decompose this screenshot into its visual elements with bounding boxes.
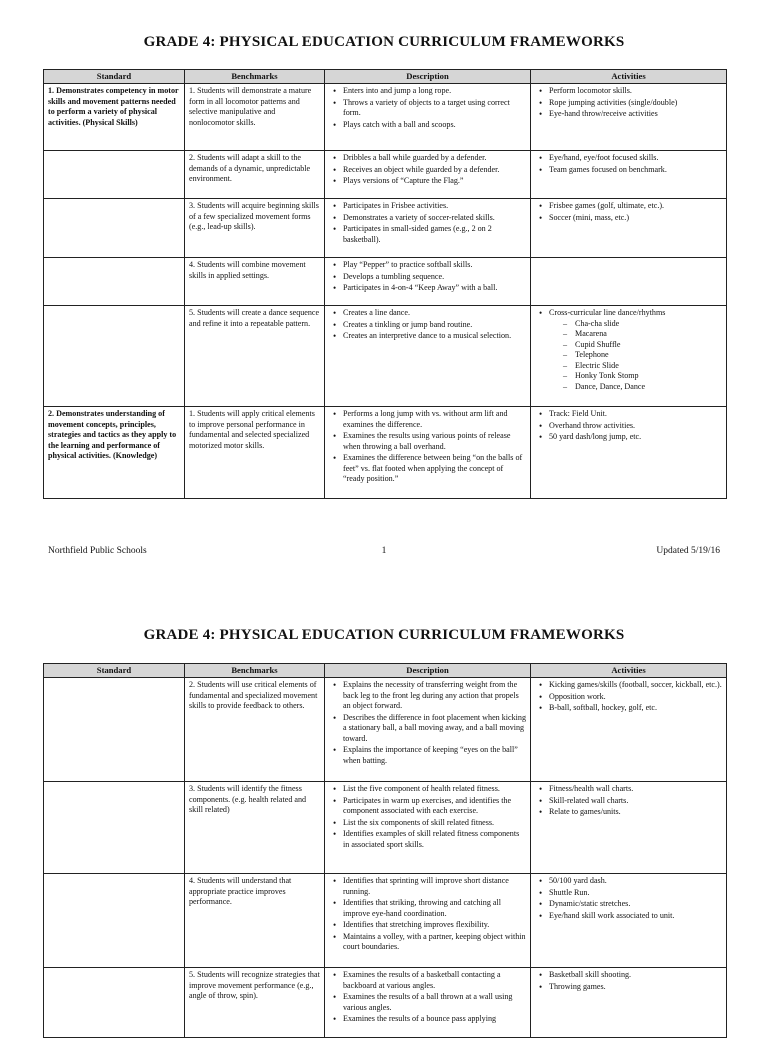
- list-item: • Skill-related wall charts.: [549, 796, 722, 807]
- header-activities: Activities: [531, 664, 727, 678]
- description-cell: [325, 874, 531, 968]
- dance-list-item: – Cupid Shuffle: [575, 340, 722, 351]
- list-item: • Basketball skill shooting.: [549, 970, 722, 981]
- table-row: [44, 151, 727, 199]
- table-row: [44, 968, 727, 1038]
- list-item: • Shuttle Run.: [549, 888, 722, 899]
- description-cell: [325, 306, 531, 407]
- list-item: • Fitness/health wall charts.: [549, 784, 722, 795]
- description-cell: [325, 84, 531, 151]
- description-cell: [325, 678, 531, 782]
- activities-cell: [531, 151, 727, 199]
- standard-cell: [44, 782, 185, 874]
- list-item: • Dribbles a ball while guarded by a defender.: [343, 153, 526, 164]
- standard-cell: [44, 151, 185, 199]
- table-header-row: [44, 664, 727, 678]
- table-row: [44, 258, 727, 306]
- list-item: • 50 yard dash/long jump, etc.: [549, 432, 722, 443]
- standard-cell: [44, 199, 185, 258]
- list-item: • Examines the results of a ball thrown at a wall using various angles.: [343, 992, 526, 1013]
- list-item: • Explains the importance of keeping “eyes on the ball” when batting.: [343, 745, 526, 766]
- standard-cell: [44, 258, 185, 306]
- activities-cell: [531, 199, 727, 258]
- activities-cell: [531, 84, 727, 151]
- list-item: • 50/100 yard dash.: [549, 876, 722, 887]
- list-item: • Creates an interpretive dance to a musical selection.: [343, 331, 526, 342]
- list-item: • Track: Field Unit.: [549, 409, 722, 420]
- standard-cell: 1. Demonstrates competency in motor skills and movement patterns needed to perform a variety of physical activities. (Physical Skills): [44, 84, 185, 151]
- list-item: • Rope jumping activities (single/double): [549, 98, 722, 109]
- description-cell: [325, 968, 531, 1038]
- list-item: • Throws a variety of objects to a target using correct form.: [343, 98, 526, 119]
- list-item: • Identifies that sprinting will improve short distance running.: [343, 876, 526, 897]
- dance-list-item: – Honky Tonk Stomp: [575, 371, 722, 382]
- standard-cell: [44, 678, 185, 782]
- activities-cell: [531, 968, 727, 1038]
- benchmark-cell: 1. Students will demonstrate a mature form in all locomotor patterns and selective manipulative and nonlocomotor skills.: [185, 84, 325, 151]
- list-item: • Eye/hand skill work associated to unit.: [549, 911, 722, 922]
- table-row: [44, 84, 727, 151]
- benchmark-cell: 2. Students will adapt a skill to the demands of a dynamic, unpredictable environment.: [185, 151, 325, 199]
- list-item: • Examines the difference between being “on the balls of feet” vs. flat footed when applying the concept of “ready position.”: [343, 453, 526, 485]
- page-footer: [48, 546, 720, 560]
- header-activities: Activities: [531, 70, 727, 84]
- description-cell: [325, 151, 531, 199]
- header-standard: Standard: [44, 70, 185, 84]
- list-item: • Soccer (mini, mass, etc.): [549, 213, 722, 224]
- list-item: • Participates in 4-on-4 “Keep Away” with a ball.: [343, 283, 526, 294]
- activities-cell: [531, 782, 727, 874]
- standard-cell: [44, 874, 185, 968]
- table-row: [44, 199, 727, 258]
- list-item: • Participates in small-sided games (e.g., 2 on 2 basketball).: [343, 224, 526, 245]
- list-item: • Identifies that striking, throwing and catching all improve eye-hand coordination.: [343, 898, 526, 919]
- list-item: • Perform locomotor skills.: [549, 86, 722, 97]
- list-item: • Demonstrates a variety of soccer-related skills.: [343, 213, 526, 224]
- standard-cell: [44, 968, 185, 1038]
- list-item: • Develops a tumbling sequence.: [343, 272, 526, 283]
- list-item: • Eye/hand, eye/foot focused skills.: [549, 153, 722, 164]
- list-item: • Creates a tinkling or jump band routine.: [343, 320, 526, 331]
- list-item: • Describes the difference in foot placement when kicking a stationary ball, a ball moving away, and a ball moving toward.: [343, 713, 526, 745]
- activities-cell: [531, 678, 727, 782]
- table-row: [44, 678, 727, 782]
- list-item: • Explains the necessity of transferring weight from the back leg to the front leg during any action that propels an object forward.: [343, 680, 526, 712]
- benchmark-cell: 4. Students will understand that appropriate practice improves performance.: [185, 874, 325, 968]
- list-item: • Examines the results of a bounce pass applying: [343, 1014, 526, 1025]
- benchmark-cell: 2. Students will use critical elements of fundamental and specialized movement skills to provide feedback to others.: [185, 678, 325, 782]
- table-header-row: [44, 70, 727, 84]
- header-benchmarks: Benchmarks: [185, 664, 325, 678]
- list-item: • Plays catch with a ball and scoops.: [343, 120, 526, 131]
- benchmark-cell: 3. Students will identify the fitness components. (e.g. health related and skill related): [185, 782, 325, 874]
- header-standard: Standard: [44, 664, 185, 678]
- activities-cell: [531, 874, 727, 968]
- list-item: • Dynamic/static stretches.: [549, 899, 722, 910]
- list-item: • Identifies examples of skill related fitness components in associated sport skills.: [343, 829, 526, 850]
- benchmark-cell: 5. Students will recognize strategies that improve movement performance (e.g., angle of throw, spin).: [185, 968, 325, 1038]
- footer-page-number: 1: [381, 546, 387, 556]
- activities-cell: [531, 407, 727, 499]
- list-item: • B-ball, softball, hockey, golf, etc.: [549, 703, 722, 714]
- table-row: [44, 407, 727, 499]
- dance-list-item: – Cha-cha slide: [575, 319, 722, 330]
- table-row: [44, 782, 727, 874]
- list-item: • List the six components of skill related fitness.: [343, 818, 526, 829]
- list-item: • Plays versions of “Capture the Flag.”: [343, 176, 526, 187]
- list-item: • Overhand throw activities.: [549, 421, 722, 432]
- list-item: • Team games focused on benchmark.: [549, 165, 722, 176]
- page-title: GRADE 4: PHYSICAL EDUCATION CURRICULUM FRAMEWORKS: [143, 627, 625, 643]
- dance-list-item: – Telephone: [575, 350, 722, 361]
- footer-updated-date: Updated 5/19/16: [656, 546, 720, 556]
- list-item: [549, 308, 722, 392]
- list-item: • Identifies that stretching improves flexibility.: [343, 920, 526, 931]
- list-item: • Opposition work.: [549, 692, 722, 703]
- list-item: • Performs a long jump with vs. without arm lift and examines the difference.: [343, 409, 526, 430]
- list-item: • Examines the results of a basketball contacting a backboard at various angles.: [343, 970, 526, 991]
- description-cell: [325, 407, 531, 499]
- list-item: • Creates a line dance.: [343, 308, 526, 319]
- description-cell: [325, 199, 531, 258]
- list-item: • Kicking games/skills (football, soccer, kickball, etc.).: [549, 680, 722, 691]
- header-description: Description: [325, 70, 531, 84]
- list-item: • Maintains a volley, with a partner, keeping object within court boundaries.: [343, 932, 526, 953]
- list-item: • Participates in Frisbee activities.: [343, 201, 526, 212]
- list-item: • Participates in warm up exercises, and identifies the component associated with each exercise.: [343, 796, 526, 817]
- benchmark-cell: 3. Students will acquire beginning skills of a few specialized movement forms (e.g., lead-up skills).: [185, 199, 325, 258]
- list-item: • Receives an object while guarded by a defender.: [343, 165, 526, 176]
- benchmark-cell: 4. Students will combine movement skills in applied settings.: [185, 258, 325, 306]
- activities-cell: [531, 258, 727, 306]
- standard-cell: [44, 306, 185, 407]
- standard-cell: 2. Demonstrates understanding of movement concepts, principles, strategies and tactics as they apply to the learning and performance of physical activities. (Knowledge): [44, 407, 185, 499]
- page-title: GRADE 4: PHYSICAL EDUCATION CURRICULUM FRAMEWORKS: [143, 34, 625, 50]
- list-item: • Relate to games/units.: [549, 807, 722, 818]
- list-item: • Examines the results using various points of release when throwing a ball overhand.: [343, 431, 526, 452]
- list-item: • Frisbee games (golf, ultimate, etc.).: [549, 201, 722, 212]
- list-item-label: Cross-curricular line dance/rhythms: [549, 308, 666, 318]
- benchmark-cell: 5. Students will create a dance sequence and refine it into a repeatable pattern.: [185, 306, 325, 407]
- activities-cell: [531, 306, 727, 407]
- header-description: Description: [325, 664, 531, 678]
- list-item: • Eye-hand throw/receive activities: [549, 109, 722, 120]
- list-item: • Throwing games.: [549, 982, 722, 993]
- list-item: • List the five component of health related fitness.: [343, 784, 526, 795]
- description-cell: [325, 782, 531, 874]
- footer-school-name: Northfield Public Schools: [48, 546, 147, 556]
- dance-list-item: – Macarena: [575, 329, 722, 340]
- curriculum-table-page-2: [43, 663, 727, 1038]
- description-cell: [325, 258, 531, 306]
- table-row: [44, 306, 727, 407]
- table-row: [44, 874, 727, 968]
- header-benchmarks: Benchmarks: [185, 70, 325, 84]
- list-item: • Play “Pepper” to practice softball skills.: [343, 260, 526, 271]
- curriculum-table-page-1: [43, 69, 727, 499]
- dance-list-item: – Electric Slide: [575, 361, 722, 372]
- list-item: • Enters into and jump a long rope.: [343, 86, 526, 97]
- benchmark-cell: 1. Students will apply critical elements to improve personal performance in fundamental and selected specialized motorized motor skills.: [185, 407, 325, 499]
- dance-list-item: – Dance, Dance, Dance: [575, 382, 722, 393]
